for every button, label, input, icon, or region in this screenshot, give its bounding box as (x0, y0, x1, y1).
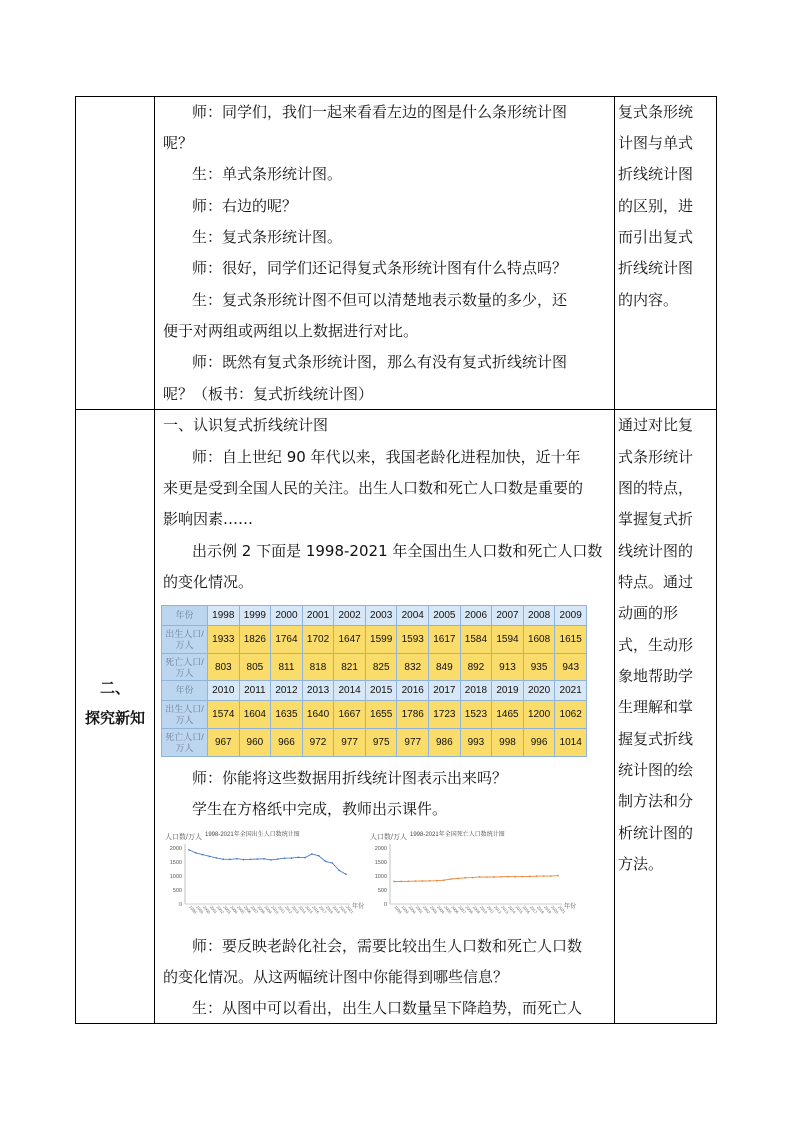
death-cell: 935 (523, 654, 555, 682)
data-point (243, 859, 245, 861)
death-line-chart (368, 826, 580, 922)
x-tick-label: 2000 (201, 904, 212, 915)
x-tick-label: 2015 (514, 904, 525, 915)
x-tick-label: 2009 (471, 904, 482, 915)
chart-title: 1998-2021年全国出生人口数统计图 (205, 832, 300, 838)
y-axis-label: 人口数/万人 (370, 834, 407, 841)
data-point (277, 858, 279, 860)
x-tick-label: 2020 (338, 904, 348, 915)
year-cell: 2011 (239, 681, 271, 701)
death-cell: 967 (208, 729, 240, 757)
death-row (162, 729, 587, 757)
row2-note: 统计图的绘 (618, 761, 694, 779)
data-point (263, 858, 265, 860)
birth-cell: 1635 (271, 701, 303, 729)
row2-note: 方法。 (618, 855, 664, 873)
birth-cell: 1647 (334, 626, 366, 654)
x-axis-label: 年份 (352, 904, 365, 910)
data-point (215, 857, 217, 859)
birth-row (162, 701, 587, 729)
series-line (189, 850, 346, 874)
data-point (345, 873, 347, 875)
death-cell: 943 (555, 654, 587, 682)
birth-cell: 1655 (365, 701, 397, 729)
data-point (550, 875, 552, 877)
data-point (250, 858, 252, 860)
x-tick-label: 2002 (215, 904, 226, 915)
x-tick-label: 2001 (414, 904, 425, 915)
x-tick-label: 2006 (450, 904, 460, 915)
year-cell: 2013 (302, 681, 334, 701)
data-point (536, 875, 538, 877)
x-tick-label: 2013 (290, 904, 301, 915)
data-point (325, 860, 327, 862)
birth-cell: 1723 (429, 701, 461, 729)
x-tick-label: 1998 (393, 904, 403, 915)
data-point (188, 849, 190, 851)
data-point (521, 876, 523, 878)
birth-cell: 1617 (429, 626, 461, 654)
data-point (209, 855, 211, 857)
death-cell: 960 (239, 729, 271, 757)
x-tick-label: 2005 (236, 904, 246, 915)
birth-line-chart (163, 826, 368, 922)
data-point (222, 858, 224, 860)
data-point (450, 878, 452, 880)
y-tick-label: 0 (178, 902, 182, 908)
death-cell: 821 (334, 654, 366, 682)
x-tick-label: 2010 (270, 904, 280, 915)
y-tick-label: 2000 (374, 846, 387, 852)
row2-note: 式，生动形 (618, 636, 694, 654)
row1-line: 便于对两组或两组以上数据进行对比。 (163, 322, 419, 340)
year-cell: 2002 (334, 606, 366, 626)
row1-line: 生：单式条形统计图。 (192, 165, 343, 183)
row2-note: 式条形统计 (618, 448, 694, 466)
x-tick-label: 2011 (276, 904, 287, 915)
birth-cell: 1574 (208, 701, 240, 729)
data-point (202, 854, 204, 856)
data-point (422, 880, 424, 882)
row2-note: 图的特点， (618, 479, 694, 497)
x-tick-label: 2012 (493, 904, 503, 915)
x-tick-label: 2010 (478, 904, 489, 915)
birth-cell: 1594 (492, 626, 524, 654)
year-cell: 2019 (492, 681, 524, 701)
y-tick-label: 1500 (374, 860, 387, 866)
x-tick-label: 2003 (222, 904, 232, 915)
year-cell: 2014 (334, 681, 366, 701)
birth-cell: 1786 (397, 701, 429, 729)
birth-header: 出生人口/万人 (162, 626, 208, 654)
data-point (338, 870, 340, 872)
year-cell: 2012 (271, 681, 303, 701)
death-cell: 803 (208, 654, 240, 682)
column-divider-1 (154, 97, 155, 1023)
x-axis-label: 年份 (564, 904, 577, 910)
birth-cell: 1593 (397, 626, 429, 654)
x-tick-label: 2007 (249, 904, 260, 915)
x-tick-label: 2002 (421, 904, 432, 915)
x-tick-label: 2018 (324, 904, 335, 915)
data-point (407, 880, 409, 882)
row2-line: 学生在方格纸中完成，教师出示课件。 (192, 800, 448, 818)
death-cell: 892 (460, 654, 492, 682)
year-cell: 2021 (555, 681, 587, 701)
section-heading: 一、认识复式折线统计图 (163, 416, 329, 434)
death-cell: 818 (302, 654, 334, 682)
x-tick-label: 2012 (283, 904, 294, 915)
x-tick-label: 2014 (507, 904, 517, 915)
year-cell: 2008 (523, 606, 555, 626)
data-point (304, 857, 306, 859)
row2-note: 制方法和分 (618, 792, 694, 810)
death-cell: 977 (334, 729, 366, 757)
row1-line: 师：同学们，我们一起来看看左边的图是什么条形统计图 (192, 103, 568, 121)
birth-cell: 1523 (460, 701, 492, 729)
row1-note: 的区别，进 (618, 197, 694, 215)
row1-line: 呢？ (163, 134, 194, 152)
data-point (414, 880, 416, 882)
year-cell: 2001 (302, 606, 334, 626)
data-point (429, 880, 431, 882)
year-cell: 2006 (460, 606, 492, 626)
data-point (297, 856, 299, 858)
year-cell: 2010 (208, 681, 240, 701)
data-point (500, 876, 502, 878)
row1-line: 师：既然有复式条形统计图，那么有没有复式折线统计图 (192, 353, 568, 371)
row2-line: 生：从图中可以看出，出生人口数量呈下降趋势，而死亡人 (192, 999, 583, 1017)
birth-cell: 1584 (460, 626, 492, 654)
birth-cell: 1933 (208, 626, 240, 654)
data-point (284, 857, 286, 859)
data-point (557, 875, 559, 877)
x-tick-label: 2001 (208, 904, 219, 915)
x-tick-label: 2018 (535, 904, 546, 915)
birth-cell: 1608 (523, 626, 555, 654)
x-tick-label: 1998 (188, 904, 198, 915)
death-cell: 825 (365, 654, 397, 682)
death-cell: 811 (271, 654, 303, 682)
x-tick-label: 2003 (428, 904, 439, 915)
year-cell: 2018 (460, 681, 492, 701)
data-point (493, 876, 495, 878)
death-cell: 986 (429, 729, 461, 757)
x-tick-label: 2017 (528, 904, 539, 915)
y-tick-label: 1500 (169, 860, 182, 866)
chart-title: 1998-2021年全国死亡人口数统计图 (410, 832, 505, 838)
birth-header: 出生人口/万人 (162, 701, 208, 729)
x-tick-label: 2020 (550, 904, 560, 915)
data-point (472, 877, 474, 879)
year-row (162, 606, 587, 626)
y-tick-label: 0 (383, 902, 387, 908)
x-tick-label: 2021 (345, 904, 355, 915)
data-point (507, 876, 509, 878)
birth-cell: 1826 (239, 626, 271, 654)
row-divider (76, 409, 716, 410)
year-cell: 2009 (555, 606, 587, 626)
x-tick-label: 2006 (242, 904, 253, 915)
birth-cell: 1062 (555, 701, 587, 729)
birth-cell: 1200 (523, 701, 555, 729)
series-line (394, 876, 558, 882)
data-point (514, 876, 516, 878)
data-point (256, 858, 258, 860)
row2-line: 出示例 2 下面是 1998-2021 年全国出生人口数和死亡人口数 (192, 542, 603, 560)
population-table-1998-2009 (161, 605, 587, 682)
data-point (229, 858, 231, 860)
row1-note: 而引出复式 (618, 228, 694, 246)
year-row (162, 681, 587, 701)
year-cell: 1998 (208, 606, 240, 626)
row2-note: 特点。通过 (618, 573, 694, 591)
data-point (486, 876, 488, 878)
x-tick-label: 2019 (331, 904, 342, 915)
y-tick-label: 500 (172, 888, 182, 894)
row1-line: 生：复式条形统计图。 (192, 228, 343, 246)
row1-note: 计图与单式 (618, 134, 694, 152)
year-cell: 2005 (429, 606, 461, 626)
data-point (290, 857, 292, 859)
data-point (195, 852, 197, 854)
data-point (457, 878, 459, 880)
data-point (311, 853, 313, 855)
data-point (529, 875, 531, 877)
x-tick-label: 2015 (304, 904, 314, 915)
x-tick-label: 2007 (457, 904, 467, 915)
data-point (464, 877, 466, 879)
data-point (436, 880, 438, 882)
birth-cell: 1667 (334, 701, 366, 729)
year-cell: 2007 (492, 606, 524, 626)
x-tick-label: 2013 (500, 904, 510, 915)
row1-note: 复式条形统 (618, 103, 694, 121)
row1-line: 呢？（板书：复式折线统计图） (163, 385, 374, 403)
year-cell: 1999 (239, 606, 271, 626)
row2-line: 师：要反映老龄化社会，需要比较出生人口数和死亡人口数 (192, 937, 583, 955)
section-title: 探究新知 (84, 709, 145, 727)
birth-cell: 1702 (302, 626, 334, 654)
row2-line: 的变化情况。从这两幅统计图中你能得到哪些信息？ (163, 968, 509, 986)
row2-line: 师：你能将这些数据用折线统计图表示出来吗？ (192, 769, 508, 787)
birth-cell: 1604 (239, 701, 271, 729)
death-cell: 1014 (555, 729, 587, 757)
row2-note: 生理解和掌 (618, 698, 694, 716)
row2-note: 掌握复式折 (618, 510, 694, 528)
x-tick-label: 2017 (317, 904, 328, 915)
row2-note: 析统计图的 (618, 824, 694, 842)
y-tick-label: 1000 (374, 874, 387, 880)
x-tick-label: 2008 (464, 904, 475, 915)
birth-cell: 1615 (555, 626, 587, 654)
data-point (236, 858, 238, 860)
x-tick-label: 1999 (400, 904, 410, 915)
x-tick-label: 2021 (557, 904, 567, 915)
row2-note: 握复式折线 (618, 730, 694, 748)
year-header: 年份 (162, 681, 208, 701)
x-tick-label: 2014 (297, 904, 308, 915)
row2-note: 通过对比复 (618, 416, 694, 434)
row2-note: 象地帮助学 (618, 667, 694, 685)
birth-cell: 1764 (271, 626, 303, 654)
death-cell: 993 (460, 729, 492, 757)
death-cell: 975 (365, 729, 397, 757)
data-point (400, 881, 402, 883)
death-cell: 913 (492, 654, 524, 682)
year-cell: 2020 (523, 681, 555, 701)
y-axis-label: 人口数/万人 (165, 834, 202, 841)
death-cell: 849 (429, 654, 461, 682)
death-cell: 832 (397, 654, 429, 682)
x-tick-label: 2005 (443, 904, 453, 915)
death-cell: 977 (397, 729, 429, 757)
death-header: 死亡人口/万人 (162, 654, 208, 682)
row2-note: 动画的形 (618, 604, 679, 622)
y-tick-label: 1000 (169, 874, 182, 880)
row1-line: 生：复式条形统计图不但可以清楚地表示数量的多少，还 (192, 291, 568, 309)
x-tick-label: 2008 (256, 904, 267, 915)
year-cell: 2017 (429, 681, 461, 701)
year-cell: 2004 (397, 606, 429, 626)
death-cell: 972 (302, 729, 334, 757)
row1-line: 师：右边的呢？ (192, 197, 298, 215)
death-row (162, 654, 587, 682)
row1-note: 的内容。 (618, 291, 679, 309)
year-header: 年份 (162, 606, 208, 626)
data-point (270, 859, 272, 861)
death-cell: 966 (271, 729, 303, 757)
row2-line: 的变化情况。 (163, 573, 254, 591)
data-point (543, 875, 545, 877)
x-tick-label: 2016 (311, 904, 321, 915)
y-tick-label: 2000 (169, 846, 182, 852)
x-tick-label: 2000 (407, 904, 418, 915)
x-tick-label: 2004 (229, 904, 239, 915)
row1-note: 折线统计图 (618, 165, 694, 183)
death-header: 死亡人口/万人 (162, 729, 208, 757)
y-tick-label: 500 (377, 888, 387, 894)
x-tick-label: 2011 (485, 904, 496, 915)
x-tick-label: 2019 (542, 904, 553, 915)
row2-line: 师：自上世纪 90 年代以来，我国老龄化进程加快，近十年 (192, 448, 581, 466)
row2-line: 来更是受到全国人民的关注。出生人口数和死亡人口数是重要的 (163, 479, 584, 497)
population-table-2010-2021 (161, 680, 587, 757)
death-cell: 998 (492, 729, 524, 757)
section-number: 二、 (99, 679, 130, 697)
birth-cell: 1465 (492, 701, 524, 729)
x-tick-label: 2004 (436, 904, 446, 915)
year-cell: 2015 (365, 681, 397, 701)
year-cell: 2003 (365, 606, 397, 626)
row2-line: 影响因素…… (163, 510, 254, 528)
data-point (331, 862, 333, 864)
row2-note: 线统计图的 (618, 542, 694, 560)
data-point (443, 879, 445, 881)
year-cell: 2000 (271, 606, 303, 626)
row1-note: 折线统计图 (618, 259, 694, 277)
row1-line: 师：很好，同学们还记得复式条形统计图有什么特点吗？ (192, 259, 568, 277)
column-divider-2 (614, 97, 615, 1023)
year-cell: 2016 (397, 681, 429, 701)
birth-row (162, 626, 587, 654)
x-tick-label: 2016 (521, 904, 532, 915)
birth-cell: 1640 (302, 701, 334, 729)
data-point (393, 881, 395, 883)
death-cell: 996 (523, 729, 555, 757)
data-point (479, 876, 481, 878)
x-tick-label: 1999 (195, 904, 205, 915)
data-point (318, 855, 320, 857)
death-cell: 805 (239, 654, 271, 682)
x-tick-label: 2009 (263, 904, 273, 915)
birth-cell: 1599 (365, 626, 397, 654)
